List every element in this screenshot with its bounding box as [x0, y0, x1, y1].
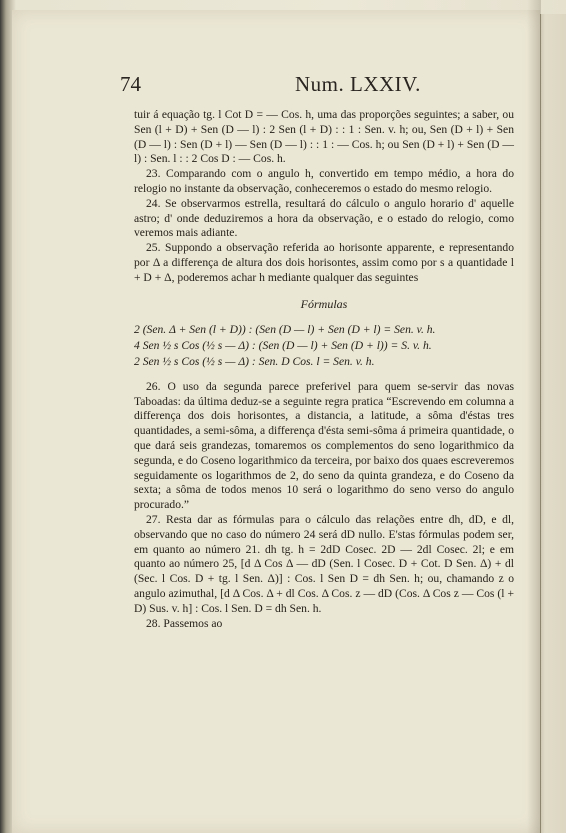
- page-edge: [540, 14, 566, 833]
- running-header: [120, 72, 522, 102]
- paragraph-25: 25. Suppondo a observação referida ao horisonte apparente, e representando por Δ a differença de altura dos dois horisontes, assim como por s a quantidade l + D + Δ, poderemos achar h mediante qualquer das seguintes: [134, 241, 514, 284]
- formulas-heading: Fórmulas: [300, 296, 348, 311]
- spacer: [134, 371, 514, 380]
- formula-line-1: 2 (Sen. Δ + Sen (l + D)) : (Sen (D — l) + Sen (D + l) = Sen. v. h.: [134, 323, 436, 337]
- paragraph-26: 26. O uso da segunda parece preferivel para quem se-servir das novas Taboadas: da última deduz-se a seguinte regra pratica “Escrevendo em columna a differença dos dois horisontes, a distancia, a latitude, a sôma d'éstas tres quantidades, a semi-sôma, a differença d'ésta semi-sôma á primeira quantidade, o que dará seis grandezas, tomaremos os complementos do seno logarithmico da segunda, e do Coseno logarithmico da terceira, por baixo dos quaes escreveremos seguidamente os logarithmos de 2, do seno da quinta grandeza, e do Coseno da sexta; a sôma de todos menos 10 será o logarithmo do seno verso do angulo procurado.”: [134, 379, 514, 512]
- page-body: [134, 108, 514, 631]
- paragraph-28: 28. Passemos ao: [146, 616, 223, 630]
- paragraph-24: 24. Se observarmos estrella, resultará do cálculo o angulo horario d' aquelle astro; d' onde deduziremos a hora da observação, e o estado do relogio, como veremos mais adiante.: [134, 196, 514, 240]
- paragraph-22-continued: tuir á equação tg. l Cot D = — Cos. h, uma das proporções seguintes; a saber, ou Sen (l + D) + Sen (D — l) : 2 Sen (l + D) : : 1 : Sen. v. h; ou, Sen (D + l) + Sen (D — l) : Sen (D + l) — Sen (D — l) : : 1 : — Cos. h; ou Sen (D + l) + Sen (D — l) : Sen. l : : 2 Cos D : — Cos. h.: [134, 108, 514, 166]
- page-number: 74: [120, 72, 141, 96]
- paragraph-23: 23. Comparando com o angulo h, convertido em tempo médio, a hora do relogio no instante da observação, conheceremos o estado do mesmo relogio.: [134, 167, 514, 195]
- paragraph-27: 27. Resta dar as fórmulas para o cálculo das relações entre dh, dD, e dl, observando que no caso do número 24 será dD nullo. E'stas fórmulas podem ser, em quanto ao número 21. dh tg. h = 2dD Cosec. 2D — 2dl Cosec. 2l; e em quanto ao número 25, [d Δ Cos Δ — dD (Sen. l Cosec. D + Cot. D Sen. Δ) + dl (Sec. l Cos. D + tg. l Sen. Δ)] : Cos. l Sen D = dh Sen. h; ou, chamando z o angulo azimuthal, [d Δ Cos. Δ + dl Cos. Δ Cos. z — dD (Cos. Δ Cos z — Cos (l + D) Sus. v. h] : Cos. l Sen. D = dh Sen. h.: [134, 512, 514, 615]
- formula-line-2: 4 Sen ½ s Cos (½ s — Δ) : (Sen (D — l) + Sen (D + l)) = S. v. h.: [134, 339, 432, 353]
- formula-line-3: 2 Sen ½ s Cos (½ s — Δ) : Sen. D Cos. l = Sen. v. h.: [134, 354, 375, 368]
- gutter-shadow: [527, 0, 541, 833]
- page-title: Num. LXXIV.: [295, 72, 421, 96]
